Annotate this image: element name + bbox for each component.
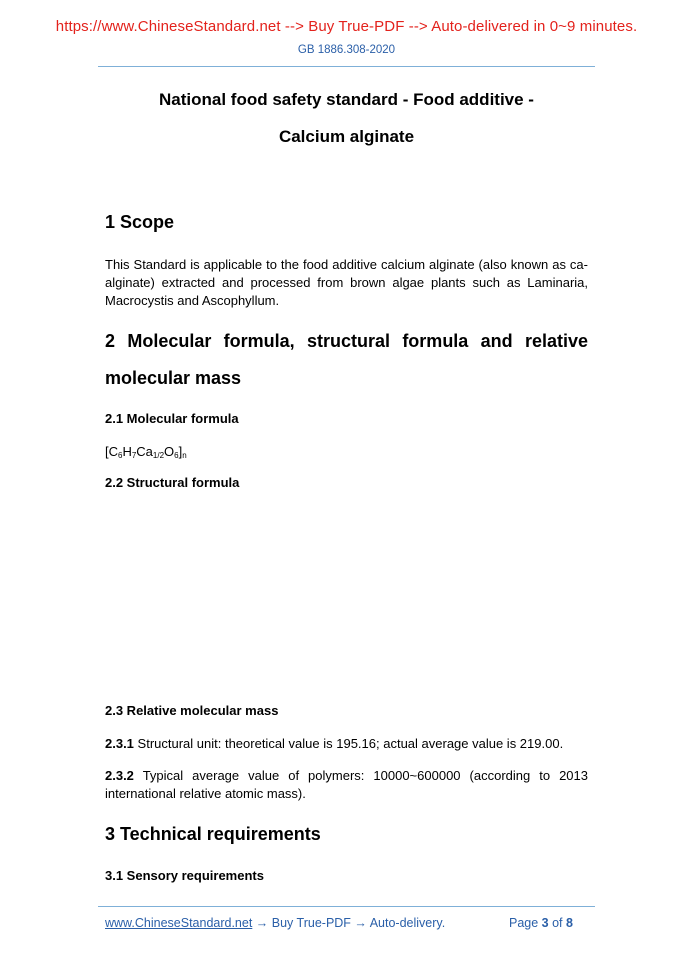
subsection-3-1-heading: 3.1 Sensory requirements (105, 868, 264, 883)
clause-2-3-1: 2.3.1 Structural unit: theoretical value is 195.16; actual average value is 219.00. (105, 736, 564, 751)
header-divider (98, 66, 595, 67)
molecular-formula: $[C_6H_7Ca_{1/2}O_6]_n$ (105, 444, 187, 460)
scope-paragraph: This Standard is applicable to the food additive calcium alginate (also known as ca-alginate) extracted and processed from brown algae plants such as Laminaria, Macrocystis and Ascophyllum. (105, 257, 588, 308)
footer-divider (98, 906, 595, 907)
banner-link[interactable]: https://www.ChineseStandard.net --> Buy True-PDF --> Auto-delivered in 0~9 minutes. (55, 18, 638, 35)
subsection-2-2-heading: 2.2 Structural formula (105, 475, 240, 490)
section-2-heading-line1: 2 Molecular formula, structural formula and relative (105, 331, 588, 351)
page-indicator: Page 3 of 8 (509, 916, 573, 930)
footer-site-link[interactable]: www.ChineseStandard.net (105, 916, 253, 930)
clause-number: 2.3.2 (105, 768, 134, 783)
footer-promo: www.ChineseStandard.net → Buy True-PDF → Auto-delivery. (105, 916, 446, 930)
section-1-heading: 1 Scope (105, 212, 175, 232)
clause-number: 2.3.1 (105, 736, 134, 751)
section-2-heading-line2: molecular mass (105, 368, 242, 388)
subsection-2-3-heading: 2.3 Relative molecular mass (105, 703, 279, 718)
document-title-line1: National food safety standard - Food additive - (159, 90, 534, 109)
document-number: GB 1886.308-2020 (297, 44, 396, 56)
clause-2-3-2: 2.3.2 Typical average value of polymers: 10000~600000 (according to 2013 international relative atomic mass). (105, 768, 588, 801)
subsection-2-1-heading: 2.1 Molecular formula (105, 411, 239, 426)
section-3-heading: 3 Technical requirements (105, 824, 321, 844)
document-title-line2: Calcium alginate (278, 127, 415, 146)
